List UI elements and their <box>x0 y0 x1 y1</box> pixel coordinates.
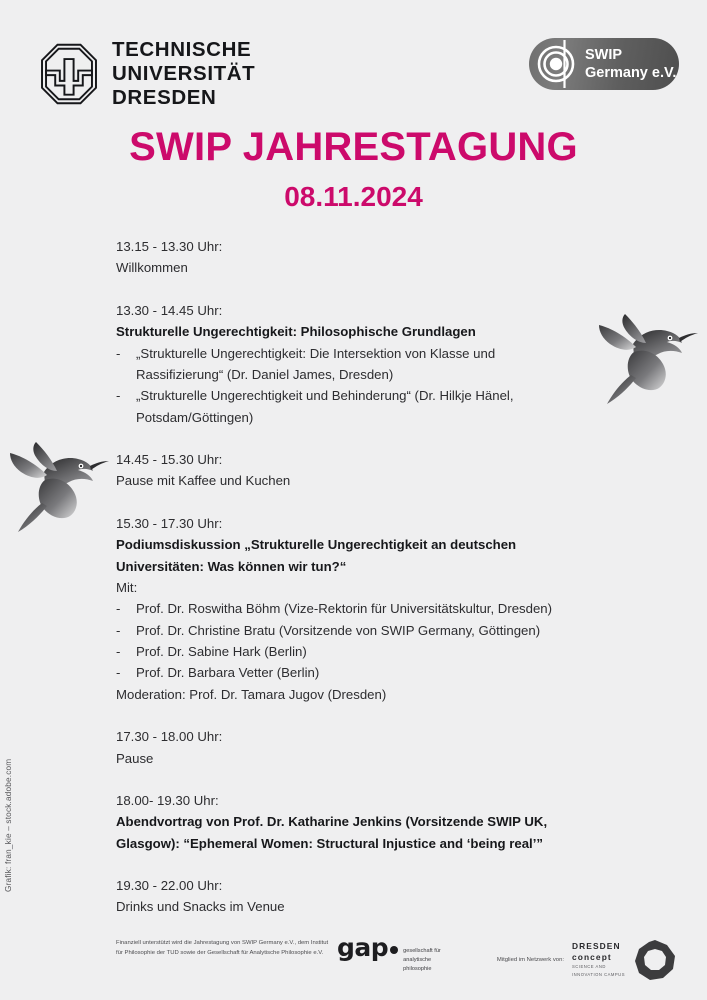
programme-text: Mit: <box>116 579 138 595</box>
gap-logo <box>337 933 441 975</box>
dresden-concept-line-1: DRESDEN <box>571 941 621 952</box>
tu-logo-line-1: TECHNISCHE <box>112 38 252 61</box>
page-title: SWIP JAHRESTAGUNG <box>129 125 578 169</box>
hummingbird-icon-right <box>581 300 701 418</box>
programme-bullet <box>116 598 556 619</box>
event-date: 08.11.2024 <box>284 181 423 212</box>
gap-sub-line-1: gesellschaft für <box>403 948 441 954</box>
programme-block <box>116 236 556 279</box>
programme-list <box>116 236 556 918</box>
swip-concentric-circles-icon <box>535 38 583 90</box>
title-block <box>0 126 707 211</box>
programme-time: 19.30 - 22.00 Uhr: <box>116 878 223 893</box>
network-label: Mitglied im Netzwerk von: <box>496 957 564 963</box>
programme-bullet <box>116 620 556 641</box>
programme-time: 13.30 - 14.45 Uhr: <box>116 302 223 318</box>
bullet-dash-icon: - <box>116 345 121 361</box>
programme-bullet-label: Prof. Dr. Barbara Vetter (Berlin) <box>136 665 320 681</box>
swip-logo-text <box>585 46 676 82</box>
dresden-concept-wordmark <box>572 941 625 978</box>
programme-text: Moderation: Prof. Dr. Tamara Jugov (Dresden) <box>116 686 387 702</box>
bullet-dash-icon: - <box>116 388 121 404</box>
programme-text: Pause mit Kaffee und Kuchen <box>116 473 291 489</box>
swip-germany-logo <box>529 38 679 90</box>
programme-block <box>116 726 556 769</box>
programme-bullet-label: Prof. Dr. Christine Bratu (Vorsitzende von SWIP Germany, Göttingen) <box>136 622 541 638</box>
footer <box>116 933 677 982</box>
tu-logo-line-2: UNIVERSITÄT <box>112 62 256 86</box>
swip-logo-line-2: Germany e.V. <box>585 65 677 81</box>
network-membership <box>497 938 677 982</box>
programme-time: 13.15 - 13.30 Uhr: <box>116 239 223 254</box>
programme-heading: Strukturelle Ungerechtigkeit: Philosophische Grundlagen <box>116 324 476 340</box>
gap-wordmark <box>337 933 398 962</box>
tu-dresden-logo <box>40 38 255 111</box>
programme-block <box>116 875 556 918</box>
bullet-dash-icon: - <box>116 601 121 617</box>
gap-word-text: gap <box>337 933 389 962</box>
gap-sub-line-2: analytische <box>403 957 432 964</box>
dresden-concept-tag-1: SCIENCE AND <box>571 963 606 969</box>
programme-bullet <box>116 385 556 428</box>
dresden-concept-ring-icon <box>633 938 677 982</box>
programme-bullet <box>116 662 556 683</box>
bullet-dash-icon: - <box>116 665 121 681</box>
programme-text: Pause <box>116 750 154 766</box>
gap-sub-line-3: philosophie <box>403 966 432 973</box>
programme-bullet-label: Prof. Dr. Roswitha Böhm (Vize-Rektorin für Universitätskultur, Dresden) <box>136 601 553 617</box>
programme-heading: Abendvortrag von Prof. Dr. Katharine Jenkins (Vorsitzende SWIP UK, Glasgow): “Ephemeral Women: Structural Injustice and ‘being real’” <box>116 814 548 851</box>
programme-heading: Podiumsdiskussion „Strukturelle Ungerechtigkeit an deutschen Universitäten: Was können wir tun?“ <box>116 537 517 574</box>
gap-dot-icon <box>390 946 398 954</box>
bullet-dash-icon: - <box>116 644 121 659</box>
dresden-concept-line-2: concept <box>571 951 612 962</box>
programme-bullet-label: „Strukturelle Ungerechtigkeit: Die Intersektion von Klasse und Rassifizierung“ (Dr. Daniel James, Dresden) <box>136 345 496 382</box>
programme-time: 18.00- 19.30 Uhr: <box>116 792 219 808</box>
programme-block <box>116 790 556 854</box>
programme-bullet <box>116 343 556 386</box>
programme-bullet <box>116 641 556 662</box>
tu-logo-line-3: DRESDEN <box>112 86 217 110</box>
programme-bullet-label: „Strukturelle Ungerechtigkeit und Behinderung“ (Dr. Hilkje Hänel, Potsdam/Göttingen) <box>136 388 514 425</box>
programme-block <box>116 513 556 705</box>
programme-time: 17.30 - 18.00 Uhr: <box>116 729 223 745</box>
tu-dresden-wordmark <box>112 38 255 111</box>
hummingbird-icon-left <box>0 428 112 546</box>
dresden-concept-tag-2: INNOVATION CAMPUS <box>571 972 625 978</box>
programme-text: Drinks und Snacks im Venue <box>116 899 285 915</box>
programme-time: 15.30 - 17.30 Uhr: <box>116 515 223 531</box>
programme-block <box>116 449 556 492</box>
programme-block <box>116 300 556 428</box>
programme-bullet-label: Prof. Dr. Sabine Hark (Berlin) <box>136 644 307 659</box>
programme-text: Willkommen <box>116 260 188 276</box>
gap-subtitle <box>403 947 441 975</box>
programme-time: 14.45 - 15.30 Uhr: <box>116 452 223 467</box>
bullet-dash-icon: - <box>116 622 121 638</box>
tu-dresden-octagon-icon <box>40 43 98 105</box>
image-credit: Grafik: fran_kie – stock.adobe.com <box>4 758 13 892</box>
swip-logo-line-1: SWIP <box>585 46 623 63</box>
funding-note: Finanziell unterstützt wird die Jahrestagung von SWIP Germany e.V., dem Institut für Philosophie der TUD sowie der Gesellschaft für Analytische Philosophie e.V. <box>116 940 329 957</box>
